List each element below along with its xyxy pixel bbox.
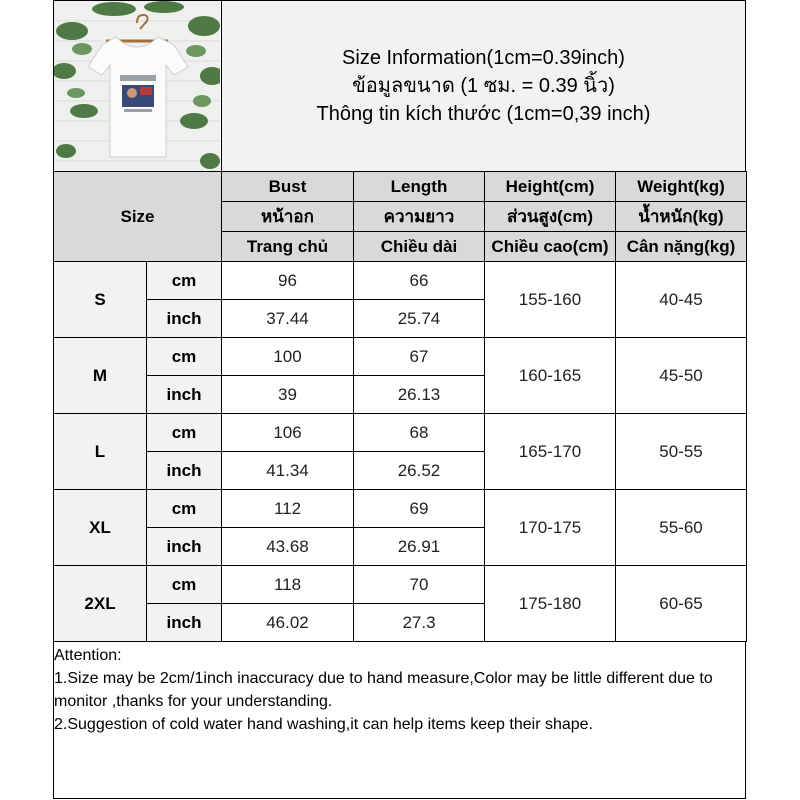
bust-inch: 41.34 [222, 452, 354, 490]
bust-cm: 112 [222, 490, 354, 528]
attention-note-1: 1.Size may be 2cm/1inch inaccuracy due to hand measure,Color may be little different due to monitor ,thanks for your understanding. [54, 670, 713, 710]
length-cm: 68 [354, 414, 485, 452]
unit-inch: inch [147, 528, 222, 566]
length-inch: 26.52 [354, 452, 485, 490]
size-label: M [54, 338, 147, 414]
bust-cm: 106 [222, 414, 354, 452]
size-information-header [221, 1, 745, 171]
height-range: 160-165 [485, 338, 616, 414]
unit-inch: inch [147, 604, 222, 642]
size-label: XL [54, 490, 147, 566]
length-inch: 26.13 [354, 376, 485, 414]
table-row [54, 262, 747, 300]
size-label: S [54, 262, 147, 338]
table-header-row [54, 172, 747, 202]
col-height-en: Height(cm) [485, 172, 616, 202]
unit-inch: inch [147, 452, 222, 490]
bust-inch: 37.44 [222, 300, 354, 338]
attention-title: Attention: [54, 647, 122, 664]
length-inch: 27.3 [354, 604, 485, 642]
tshirt-photo-image [54, 1, 220, 171]
height-range: 155-160 [485, 262, 616, 338]
header-line-thai: ข้อมูลขนาด (1 ซม. = 0.39 นิ้ว) [352, 75, 615, 97]
header-line-vietnamese: Thông tin kích thước (1cm=0,39 inch) [316, 103, 651, 125]
weight-range: 45-50 [616, 338, 747, 414]
table-row [54, 490, 747, 528]
table-row [54, 338, 747, 376]
col-length-vi: Chiều dài [354, 232, 485, 262]
size-table [53, 171, 747, 642]
unit-inch: inch [147, 300, 222, 338]
height-range: 165-170 [485, 414, 616, 490]
unit-cm: cm [147, 262, 222, 300]
weight-range: 55-60 [616, 490, 747, 566]
bust-cm: 100 [222, 338, 354, 376]
height-range: 170-175 [485, 490, 616, 566]
size-label: L [54, 414, 147, 490]
col-length-th: ความยาว [354, 202, 485, 232]
length-inch: 25.74 [354, 300, 485, 338]
col-height-vi: Chiều cao(cm) [485, 232, 616, 262]
bust-inch: 39 [222, 376, 354, 414]
unit-cm: cm [147, 566, 222, 604]
col-bust-th: หน้าอก [222, 202, 354, 232]
unit-inch: inch [147, 376, 222, 414]
length-cm: 67 [354, 338, 485, 376]
length-cm: 70 [354, 566, 485, 604]
col-weight-th: น้ำหนัก(kg) [616, 202, 747, 232]
length-cm: 69 [354, 490, 485, 528]
length-inch: 26.91 [354, 528, 485, 566]
bust-cm: 96 [222, 262, 354, 300]
col-length-en: Length [354, 172, 485, 202]
weight-range: 40-45 [616, 262, 747, 338]
weight-range: 50-55 [616, 414, 747, 490]
table-row [54, 566, 747, 604]
product-photo [54, 1, 220, 171]
unit-cm: cm [147, 338, 222, 376]
attention-note-2: 2.Suggestion of cold water hand washing,it can help items keep their shape. [54, 716, 593, 733]
col-weight-en: Weight(kg) [616, 172, 747, 202]
attention-notes [54, 644, 744, 736]
col-bust-en: Bust [222, 172, 354, 202]
size-label: 2XL [54, 566, 147, 642]
unit-cm: cm [147, 490, 222, 528]
weight-range: 60-65 [616, 566, 747, 642]
height-range: 175-180 [485, 566, 616, 642]
table-row [54, 414, 747, 452]
col-height-th: ส่วนสูง(cm) [485, 202, 616, 232]
unit-cm: cm [147, 414, 222, 452]
col-weight-vi: Cân nặng(kg) [616, 232, 747, 262]
size-caption: Size [54, 172, 222, 262]
length-cm: 66 [354, 262, 485, 300]
header-line-english: Size Information(1cm=0.39inch) [342, 47, 625, 69]
bust-inch: 43.68 [222, 528, 354, 566]
bust-cm: 118 [222, 566, 354, 604]
bust-inch: 46.02 [222, 604, 354, 642]
col-bust-vi: Trang chủ [222, 232, 354, 262]
